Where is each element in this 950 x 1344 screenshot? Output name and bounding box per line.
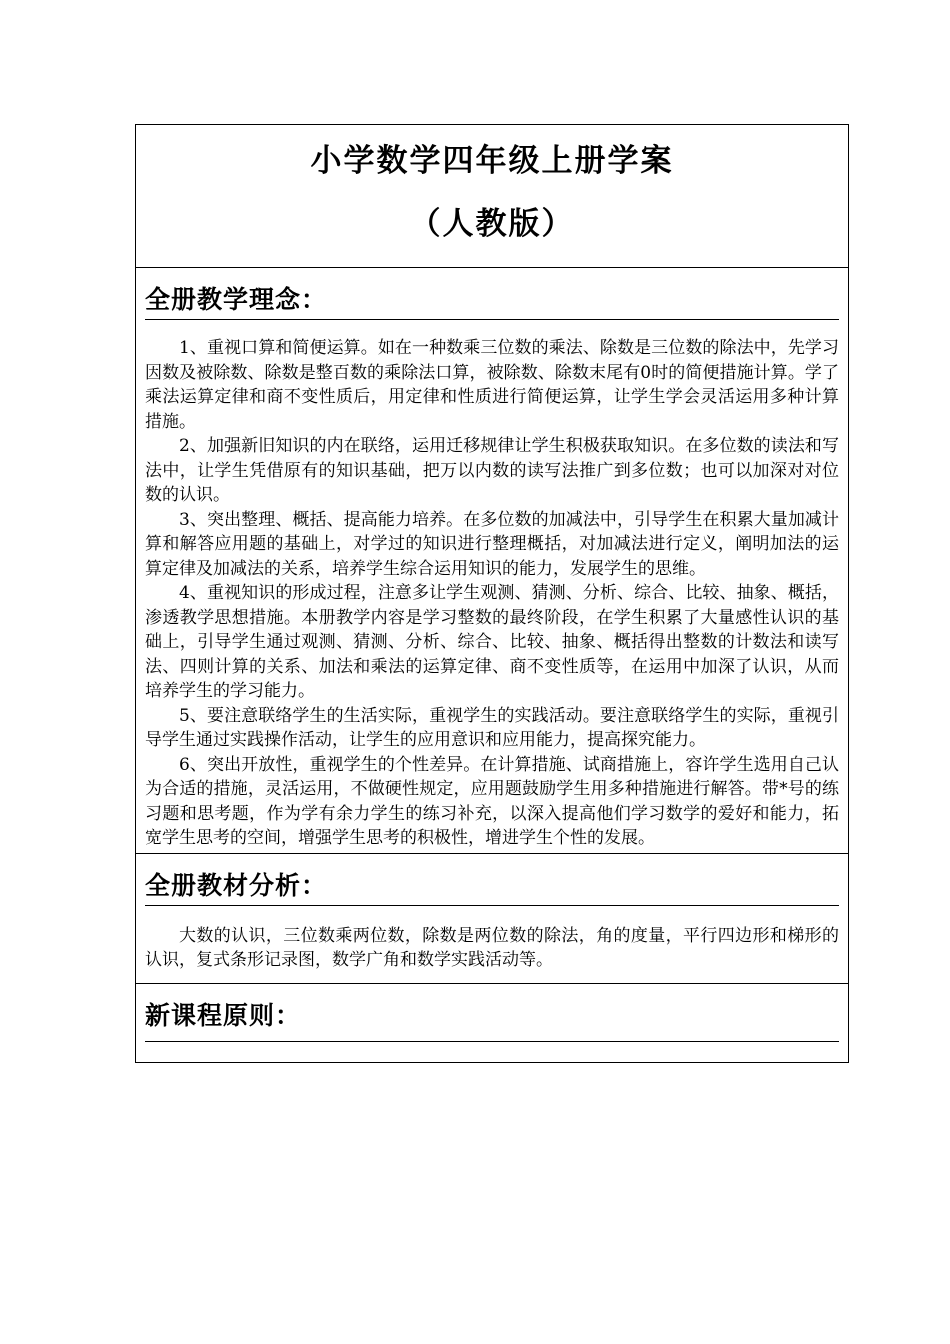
- empty-section-body: [136, 1042, 848, 1062]
- paragraph: 3、突出整理、概括、提高能力培养。在多位数的加减法中，引导学生在积累大量加减计算和解答应用题的基础上，对学过的知识进行整理概括，对加减法进行定义，阐明加法的运算定律及加减法的关系，培养学生综合运用知识的能力，发展学生的思维。: [145, 509, 839, 579]
- section-heading-teaching-philosophy: [136, 268, 848, 320]
- section-body-textbook-analysis: [136, 906, 848, 983]
- paragraph: 5、要注意联络学生的生活实际，重视学生的实践活动。要注意联络学生的实际，重视引导学生通过实践操作活动，让学生的应用意识和应用能力，提高探究能力。: [145, 705, 839, 750]
- document-subtitle: （人教版）: [409, 206, 575, 242]
- paragraph: 6、突出开放性，重视学生的个性差异。在计算措施、试商措施上，容许学生选用自己认为合适的措施，灵活运用，不做硬性规定，应用题鼓励学生用多种措施进行解答。带*号的练习题和思考题，作为学有余力学生的练习补充，以深入提高他们学习数学的爱好和能力，拓宽学生思考的空间，增强学生思考的积极性，增进学生个性的发展。: [145, 754, 839, 848]
- section-body-teaching-philosophy: [136, 320, 848, 853]
- paragraph: 4、重视知识的形成过程，注意多让学生观测、猜测、分析、综合、比较、抽象、概括，渗透教学思想措施。本册教学内容是学习整数的最终阶段，在学生积累了大量感性认识的基础上，引导学生通过观测、猜测、分析、综合、比较、抽象、概括得出整数的计数法和读写法、四则计算的关系、加法和乘法的运算定律、商不变性质等，在运用中加深了认识，从而培养学生的学习能力。: [145, 583, 839, 701]
- section-heading-label: 全册教材分析：: [145, 870, 328, 900]
- paragraph: 大数的认识，三位数乘两位数，除数是两位数的除法，角的度量，平行四边形和梯形的认识，复式条形记录图，数学广角和数学实践活动等。: [145, 925, 839, 970]
- title-block: [136, 125, 848, 268]
- paragraph: 1、重视口算和简便运算。如在一种数乘三位数的乘法、除数是三位数的除法中，先学习因数及被除数、除数是整百数的乘除法口算，被除数、除数末尾有0时的简便措施计算。学了乘法运算定律和商不变性质后，用定律和性质进行简便运算，让学生学会灵活运用多种计算措施。: [145, 338, 839, 432]
- section-heading-label: 全册教学理念：: [145, 285, 328, 314]
- document-title: 小学数学四年级上册学案: [310, 143, 674, 179]
- section-heading-curriculum-principles: [136, 984, 848, 1042]
- document-frame: [135, 124, 849, 1063]
- paragraph: 2、加强新旧知识的内在联络，运用迁移规律让学生积极获取知识。在多位数的读法和写法中，让学生凭借原有的知识基础，把万以内数的读写法推广到多位数；也可以加深对对位数的认识。: [145, 436, 839, 505]
- heading-underline: [145, 905, 839, 906]
- section-heading-textbook-analysis: [136, 854, 848, 906]
- heading-underline: [145, 319, 839, 320]
- heading-underline: [145, 1041, 839, 1042]
- section-heading-label: 新课程原则：: [145, 1000, 302, 1030]
